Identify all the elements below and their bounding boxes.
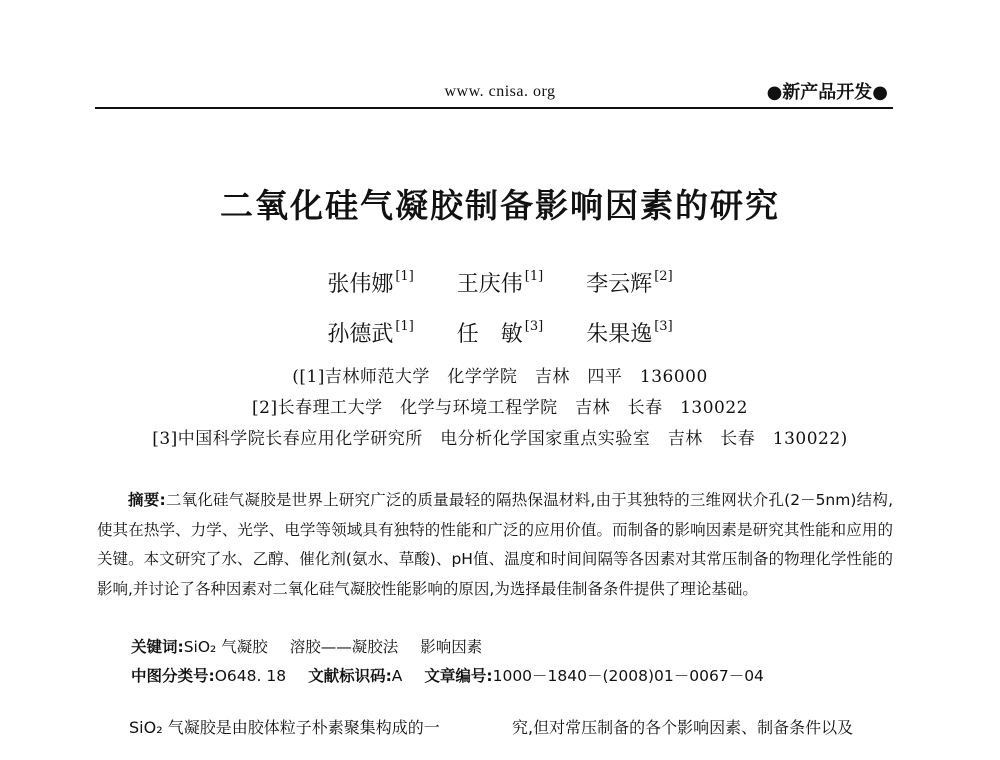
doc-code-value: A [391, 667, 403, 685]
author: 张伟娜 [1] [327, 269, 414, 297]
journal-url: www. cnisa. org [444, 83, 556, 100]
affiliation-line: ([1]吉林师范大学 化学学院 吉林 四平 136000 [292, 367, 708, 387]
paper-title: 二氧化硅气凝胶制备影响因素的研究 [220, 186, 780, 225]
clc-value: O648. 18 [214, 667, 287, 685]
keyword: SiO₂ 气凝胶 [183, 638, 268, 656]
author-affil-ref: [1] [395, 269, 414, 284]
abstract [97, 486, 893, 604]
author: 任 敏 [3] [456, 319, 544, 347]
author-affil-ref: [1] [395, 319, 414, 334]
article-number-value: 1000－1840－(2008)01－0067－04 [492, 667, 764, 685]
classification-line [131, 664, 764, 686]
author-row [0, 306, 1000, 356]
clc-label: 中图分类号: [131, 667, 215, 685]
keyword: 影响因素 [420, 638, 483, 656]
author-row [0, 256, 1000, 306]
article-number-label: 文章编号: [424, 667, 493, 685]
abstract-text: 二氧化硅气凝胶是世界上研究广泛的质量最轻的隔热保温材料,由于其独特的三维网状介孔(2－5nm)结构,使其在热学、力学、光学、电学等领域具有独特的性能和广泛的应用价值。而制备的影响因素是研究其性能和应用的关键。本文研究了水、乙醇、催化剂(氨水、草酸)、pH值、温度和时间间隔等各因素对其常压制备的物理化学性能的影响,并讨论了各种因素对二氧化硅气凝胶性能影响的原因,为选择最佳制备条件提供了理论基础。 [97, 491, 893, 598]
author: 王庆伟 [1] [456, 269, 544, 297]
author: 孙德武 [1] [327, 319, 414, 347]
author-affil-ref: [2] [654, 269, 673, 284]
keywords [131, 635, 482, 657]
author-affil-ref: [3] [654, 319, 673, 334]
author: 朱果逸 [3] [586, 319, 673, 347]
author: 李云辉 [2] [586, 269, 673, 297]
body-right-column: 究,但对常压制备的各个影响因素、制备条件以及 [512, 718, 854, 737]
affiliation-line: [3]中国科学院长春应用化学研究所 电分析化学国家重点实验室 吉林 长春 130022) [152, 429, 848, 449]
author-affil-ref: [3] [524, 319, 544, 334]
author-list [0, 256, 1000, 356]
abstract-label: 摘要: [128, 491, 166, 509]
author-affil-ref: [1] [524, 269, 544, 284]
doc-code-label: 文献标识码: [308, 667, 392, 685]
body-left-column: SiO₂ 气凝胶是由胶体粒子朴素聚集构成的一 [129, 718, 440, 737]
keywords-label: 关键词: [131, 638, 184, 656]
keyword: 溶胶——凝胶法 [289, 638, 399, 656]
header-divider [95, 107, 893, 109]
affiliations [0, 362, 1000, 455]
affiliation-line: [2]长春理工大学 化学与环境工程学院 吉林 长春 130022 [252, 398, 748, 418]
section-label: ●新产品开发● [766, 82, 888, 103]
